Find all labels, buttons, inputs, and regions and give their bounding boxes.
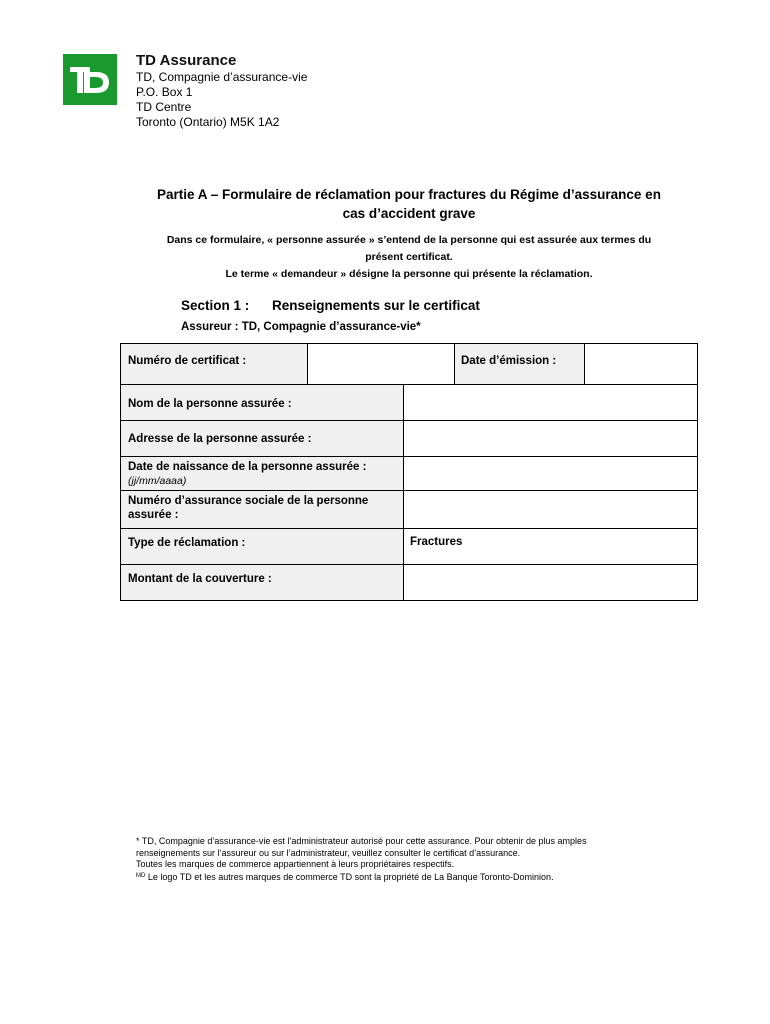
form-row-divider [121,528,697,529]
certificate-number-field[interactable] [307,344,454,384]
birth-date-label [128,460,366,488]
insured-name-field[interactable] [403,384,697,420]
birth-date-label-cell [121,456,403,490]
certificate-info-form [120,343,698,601]
trademark-mark: MD [136,872,146,879]
brand-name: TD Assurance [136,52,237,69]
certificate-number-label-cell [121,344,307,384]
form-row-divider [121,420,697,421]
form-title-line: Partie A – Formulaire de réclamation pour fractures du Régime d’assurance en [157,187,661,202]
footnote-trademark-line [136,871,696,884]
insured-address-label-cell [121,420,403,456]
issue-date-field[interactable] [584,344,697,384]
footnote [136,836,696,883]
footnote-line: renseignements sur l’assureur ou sur l’administrateur, veuillez consulter le certificat d’assurance. [136,847,521,858]
sin-label-line: Numéro d’assurance sociale de la personne [128,495,369,507]
coverage-amount-label: Montant de la couverture : [128,573,272,585]
section-number: Section 1 : [181,298,250,313]
coverage-amount-label-cell [121,564,403,600]
form-title [120,185,698,223]
sin-label [128,494,368,522]
form-row-divider [121,384,697,385]
td-logo [63,54,117,105]
birth-date-format-hint: (jj/mm/aaaa) [128,475,187,487]
issue-date-label: Date d’émission : [461,355,557,367]
form-column-divider [403,384,404,600]
intro-line: présent certificat. [365,251,453,263]
form-row-divider [121,456,697,457]
sin-label-line: assurée : [128,509,179,521]
issue-date-label-cell [454,344,584,384]
address-line: TD Centre [136,100,192,114]
insured-name-label: Nom de la personne assurée : [128,398,292,410]
intro-line: Dans ce formulaire, « personne assurée » s’entend de la personne qui est assurée aux termes du [166,234,652,246]
insured-address-label: Adresse de la personne assurée : [128,433,312,445]
form-column-divider [454,344,455,384]
footnote-line: Le logo TD et les autres marques de commerce TD sont la propriété de La Banque Toronto-Dominion. [145,871,554,882]
section-heading [181,298,480,313]
insured-address-field[interactable] [403,420,697,456]
form-row-divider [121,564,697,565]
form-row-divider [121,490,697,491]
birth-date-field[interactable] [403,456,697,490]
birth-date-label-text: Date de naissance de la personne assurée : [128,461,367,473]
form-title-line: cas d’accident grave [342,206,476,221]
form-column-divider [307,344,308,384]
address-line: TD, Compagnie d’assurance-vie [136,70,308,84]
company-address [136,70,307,130]
intro-line: Le terme « demandeur » désigne la personne qui présente la réclamation. [225,268,593,280]
sin-label-cell [121,490,403,528]
insurer-line: Assureur : TD, Compagnie d’assurance-vie* [181,321,421,333]
address-line: P.O. Box 1 [136,85,193,99]
sin-field[interactable] [403,490,697,528]
coverage-amount-field[interactable] [403,564,697,600]
form-column-divider [584,344,585,384]
td-logo-icon [68,64,112,96]
claim-type-label-cell [121,528,403,564]
claim-type-label: Type de réclamation : [128,537,246,549]
footnote-line: * TD, Compagnie d’assurance-vie est l’administrateur autorisé pour cette assurance. Pour obtenir de plus amples [136,836,587,846]
claim-type-value: Fractures [410,536,463,548]
intro-text [120,232,698,283]
section-name: Renseignements sur le certificat [272,298,480,313]
footnote-line: Toutes les marques de commerce appartiennent à leurs propriétaires respectifs. [136,859,455,869]
insured-name-label-cell [121,384,403,420]
certificate-number-label: Numéro de certificat : [128,355,247,367]
claim-type-field[interactable] [403,528,697,564]
address-line: Toronto (Ontario) M5K 1A2 [136,115,280,129]
